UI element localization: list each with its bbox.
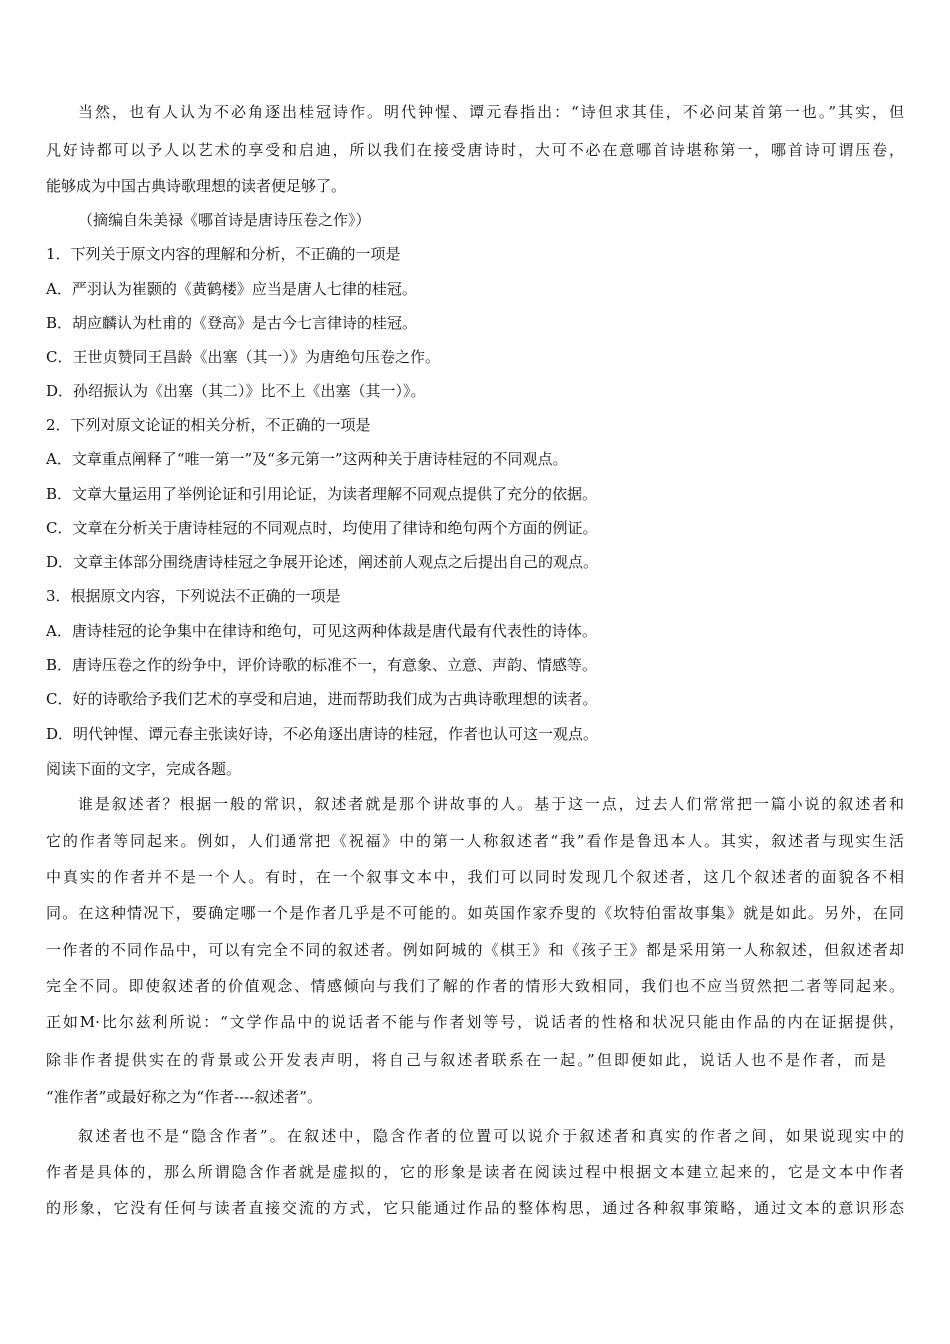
option-b: B．唐诗压卷之作的纷争中，评价诗歌的标准不一，有意象、立意、声韵、情感等。 <box>46 656 598 674</box>
option-c: C．王世贞赞同王昌龄《出塞（其一）》为唐绝句压卷之作。 <box>46 348 440 366</box>
paragraph-line: 一作者的不同作品中，可以有完全不同的叙述者。例如阿城的《棋王》和《孩子王》都是采用第一人称叙述，但叙述者却 <box>46 941 904 959</box>
option-a: A．唐诗桂冠的论争集中在律诗和绝句，可见这两种体裁是唐代最有代表性的诗体。 <box>46 622 597 640</box>
option-c: C．文章在分析关于唐诗桂冠的不同观点时，均使用了律诗和绝句两个方面的例证。 <box>46 519 598 537</box>
source-citation: （摘编自朱美禄《哪首诗是唐诗压卷之作》） <box>78 211 371 229</box>
question-stem: 1．下列关于原文内容的理解和分析，不正确的一项是 <box>46 245 401 263</box>
paragraph-line: 除非作者提供实在的背景或公开发表声明，将自己与叙述者联系在一起。”但即便如此，说话人也不是作者，而是 <box>46 1051 886 1069</box>
option-d: D．文章主体部分围绕唐诗桂冠之争展开论述，阐述前人观点之后提出自己的观点。 <box>46 553 599 571</box>
paragraph-line: 凡好诗都可以予人以艺术的享受和启迪，所以我们在接受唐诗时，大可不必在意哪首诗堪称第一，哪首诗可谓压卷， <box>46 141 904 159</box>
paragraph-line: 正如M·比尔兹利所说：“文学作品中的说话者不能与作者划等号，说话者的性格和状况只能由作品的内在证据提供， <box>46 1013 904 1031</box>
option-b: B．胡应麟认为杜甫的《登高》是古今七言律诗的桂冠。 <box>46 314 418 332</box>
question-stem: 3．根据原文内容，下列说法不正确的一项是 <box>46 587 341 605</box>
paragraph-line: 中真实的作者并不是一个人。有时，在一个叙事文本中，我们可以同时发现几个叙述者，这几个叙述者的面貌各不相 <box>46 868 904 886</box>
paragraph-line: 它的作者等同起来。例如，人们通常把《祝福》中的第一人称叙述者“我”看作是鲁迅本人。其实，叙述者与现实生活 <box>46 832 904 850</box>
paragraph-line: 完全不同。即使叙述者的价值观念、情感倾向与我们了解的作者的情形大致相同，我们也不应当贸然把二者等同起来。 <box>46 977 904 995</box>
reading-instruction: 阅读下面的文字，完成各题。 <box>46 760 242 778</box>
paragraph-line: 叙述者也不是“隐含作者”。在叙述中，隐含作者的位置可以说介于叙述者和真实的作者之间，如果说现实中的 <box>78 1127 904 1145</box>
option-a: A．严羽认为崔颢的《黄鹤楼》应当是唐人七律的桂冠。 <box>46 280 417 298</box>
question-stem: 2．下列对原文论证的相关分析，不正确的一项是 <box>46 416 371 434</box>
option-a: A．文章重点阐释了“唯一第一”及“多元第一”这两种关于唐诗桂冠的不同观点。 <box>46 450 568 468</box>
paragraph-line: 当然，也有人认为不必角逐出桂冠诗作。明代钟惺、谭元春指出：“诗但求其佳，不必问某首第一也。”其实，但 <box>78 103 904 121</box>
paragraph-line: 的形象，它没有任何与读者直接交流的方式，它只能通过作品的整体构思，通过各种叙事策略，通过文本的意识形态 <box>46 1199 904 1217</box>
paragraph-line: 能够成为中国古典诗歌理想的读者便足够了。 <box>46 177 347 195</box>
option-b: B．文章大量运用了举例论证和引用论证，为读者理解不同观点提供了充分的依据。 <box>46 485 598 503</box>
option-d: D．明代钟惺、谭元春主张读好诗，不必角逐出唐诗的桂冠，作者也认可这一观点。 <box>46 725 599 743</box>
paragraph-line: “准作者”或最好称之为“作者----叙述者”。 <box>46 1088 322 1106</box>
option-d: D．孙绍振认为《出塞（其二）》比不上《出塞（其一）》。 <box>46 382 426 400</box>
paragraph-line: 作者是具体的，那么所谓隐含作者就是虚拟的，它的形象是读者在阅读过程中根据文本建立起来的，它是文本中作者 <box>46 1163 904 1181</box>
paragraph-line: 谁是叙述者？根据一般的常识，叙述者就是那个讲故事的人。基于这一点，过去人们常常把一篇小说的叙述者和 <box>78 795 904 813</box>
paragraph-line: 同。在这种情况下，要确定哪一个是作者几乎是不可能的。如英国作家乔叟的《坎特伯雷故事集》就是如此。另外，在同 <box>46 904 904 922</box>
option-c: C．好的诗歌给予我们艺术的享受和启迪，进而帮助我们成为古典诗歌理想的读者。 <box>46 690 598 708</box>
